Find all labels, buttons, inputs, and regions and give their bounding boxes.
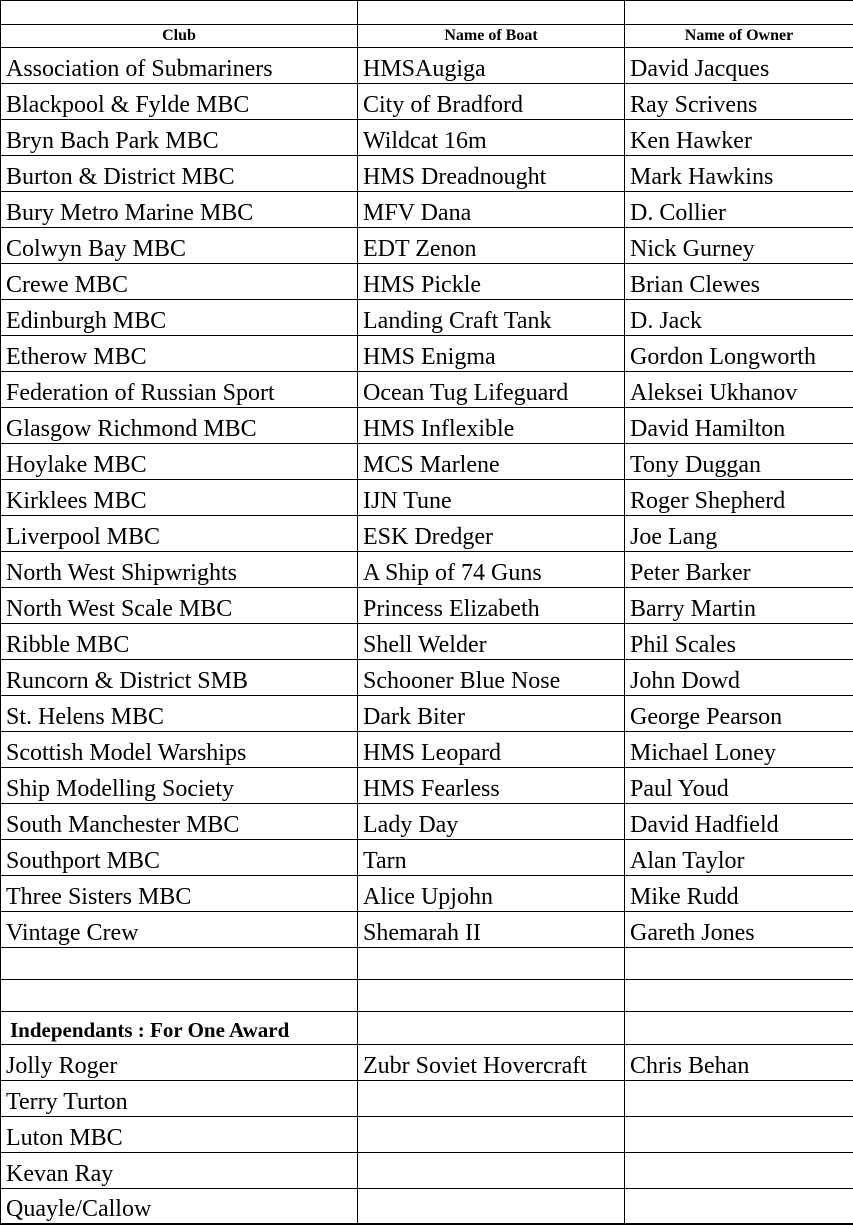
owner-cell: Brian Clewes <box>625 264 853 300</box>
blank-cell <box>1 980 358 1012</box>
owner-cell <box>625 1117 853 1153</box>
boat-cell <box>358 1081 625 1117</box>
boat-cell: Landing Craft Tank <box>358 300 625 336</box>
club-cell: Federation of Russian Sport <box>1 372 358 408</box>
independents-title: Independants : For One Award <box>1 1012 358 1045</box>
club-cell: Blackpool & Fylde MBC <box>1 84 358 120</box>
owner-cell: Phil Scales <box>625 624 853 660</box>
blank-cell <box>625 1 853 25</box>
header-boat: Name of Boat <box>358 25 625 48</box>
boat-cell: Lady Day <box>358 804 625 840</box>
club-cell: Vintage Crew <box>1 912 358 948</box>
table-row <box>1 156 853 192</box>
club-cell: Edinburgh MBC <box>1 300 358 336</box>
owner-cell: Gareth Jones <box>625 912 853 948</box>
owner-cell: Mark Hawkins <box>625 156 853 192</box>
boat-cell: Schooner Blue Nose <box>358 660 625 696</box>
boat-cell: City of Bradford <box>358 84 625 120</box>
club-cell: Ship Modelling Society <box>1 768 358 804</box>
owner-cell <box>625 1081 853 1117</box>
boat-cell: MCS Marlene <box>358 444 625 480</box>
table-row <box>1 660 853 696</box>
boat-cell: Zubr Soviet Hovercraft <box>358 1045 625 1081</box>
club-cell: Bury Metro Marine MBC <box>1 192 358 228</box>
boat-cell: Alice Upjohn <box>358 876 625 912</box>
club-cell: Liverpool MBC <box>1 516 358 552</box>
table-row <box>1 516 853 552</box>
club-cell: North West Shipwrights <box>1 552 358 588</box>
blank-row <box>1 1 853 25</box>
club-cell: Glasgow Richmond MBC <box>1 408 358 444</box>
table-row <box>1 336 853 372</box>
boat-cell: HMS Fearless <box>358 768 625 804</box>
table-row <box>1 444 853 480</box>
blank-cell <box>358 980 625 1012</box>
header-owner: Name of Owner <box>625 25 853 48</box>
blank-cell <box>358 1 625 25</box>
club-cell: St. Helens MBC <box>1 696 358 732</box>
club-cell: North West Scale MBC <box>1 588 358 624</box>
table-row <box>1 120 853 156</box>
boat-cell: ESK Dredger <box>358 516 625 552</box>
owner-cell: Chris Behan <box>625 1045 853 1081</box>
table-row <box>1 624 853 660</box>
club-cell: Ribble MBC <box>1 624 358 660</box>
club-cell: Crewe MBC <box>1 264 358 300</box>
table-row <box>1 1153 853 1189</box>
boat-cell: HMSAugiga <box>358 48 625 84</box>
club-cell: Association of Submariners <box>1 48 358 84</box>
owner-cell: Nick Gurney <box>625 228 853 264</box>
blank-cell <box>625 980 853 1012</box>
owner-cell: George Pearson <box>625 696 853 732</box>
blank-cell <box>1 948 358 980</box>
boat-cell: Shell Welder <box>358 624 625 660</box>
club-cell: Kirklees MBC <box>1 480 358 516</box>
header-row <box>1 25 853 48</box>
boat-cell <box>358 1117 625 1153</box>
owner-cell <box>625 1153 853 1189</box>
club-cell: Three Sisters MBC <box>1 876 358 912</box>
table-row <box>1 1081 853 1117</box>
boat-cell <box>358 1153 625 1189</box>
club-cell: Burton & District MBC <box>1 156 358 192</box>
club-cell: Bryn Bach Park MBC <box>1 120 358 156</box>
owner-cell: Paul Youd <box>625 768 853 804</box>
owner-cell: Gordon Longworth <box>625 336 853 372</box>
independents-title-row <box>1 1012 853 1045</box>
owner-cell: Ken Hawker <box>625 120 853 156</box>
blank-row <box>1 948 853 980</box>
owner-cell: D. Collier <box>625 192 853 228</box>
boat-cell: Shemarah II <box>358 912 625 948</box>
boat-cell: HMS Inflexible <box>358 408 625 444</box>
owner-cell: Mike Rudd <box>625 876 853 912</box>
owner-cell: Roger Shepherd <box>625 480 853 516</box>
owner-cell: Peter Barker <box>625 552 853 588</box>
owner-cell: David Hamilton <box>625 408 853 444</box>
owner-cell: Ray Scrivens <box>625 84 853 120</box>
owner-cell: John Dowd <box>625 660 853 696</box>
owner-cell: Joe Lang <box>625 516 853 552</box>
table-row <box>1 228 853 264</box>
club-cell: Jolly Roger <box>1 1045 358 1081</box>
boat-cell: Dark Biter <box>358 696 625 732</box>
table-row <box>1 696 853 732</box>
blank-cell <box>358 1012 625 1045</box>
table-row <box>1 732 853 768</box>
table-row <box>1 372 853 408</box>
table-row <box>1 1045 853 1081</box>
boat-cell: MFV Dana <box>358 192 625 228</box>
owner-cell: Michael Loney <box>625 732 853 768</box>
blank-cell <box>1 1 358 25</box>
club-cell: Terry Turton <box>1 1081 358 1117</box>
table-row <box>1 264 853 300</box>
table-row <box>1 840 853 876</box>
blank-row <box>1 980 853 1012</box>
table-row <box>1 912 853 948</box>
club-cell: Scottish Model Warships <box>1 732 358 768</box>
boat-cell: Princess Elizabeth <box>358 588 625 624</box>
table-row <box>1 588 853 624</box>
boat-cell: HMS Pickle <box>358 264 625 300</box>
owner-cell: Tony Duggan <box>625 444 853 480</box>
boat-cell: HMS Leopard <box>358 732 625 768</box>
owner-cell: David Hadfield <box>625 804 853 840</box>
boat-cell: IJN Tune <box>358 480 625 516</box>
club-cell: Runcorn & District SMB <box>1 660 358 696</box>
boat-cell: A Ship of 74 Guns <box>358 552 625 588</box>
boat-cell: HMS Enigma <box>358 336 625 372</box>
club-cell: Etherow MBC <box>1 336 358 372</box>
table-body <box>1 1 853 1225</box>
boat-cell: Tarn <box>358 840 625 876</box>
table-row <box>1 192 853 228</box>
blank-cell <box>625 948 853 980</box>
table-row <box>1 1117 853 1153</box>
boat-cell: Ocean Tug Lifeguard <box>358 372 625 408</box>
club-cell: South Manchester MBC <box>1 804 358 840</box>
table-row <box>1 480 853 516</box>
club-cell: Luton MBC <box>1 1117 358 1153</box>
table-row <box>1 1189 853 1225</box>
boat-cell: EDT Zenon <box>358 228 625 264</box>
table-row <box>1 552 853 588</box>
table-row <box>1 876 853 912</box>
owner-cell: David Jacques <box>625 48 853 84</box>
owner-cell: D. Jack <box>625 300 853 336</box>
owner-cell <box>625 1189 853 1225</box>
boat-cell: Wildcat 16m <box>358 120 625 156</box>
owner-cell: Alan Taylor <box>625 840 853 876</box>
table-row <box>1 84 853 120</box>
table-row <box>1 768 853 804</box>
blank-cell <box>625 1012 853 1045</box>
owner-cell: Aleksei Ukhanov <box>625 372 853 408</box>
boat-cell: HMS Dreadnought <box>358 156 625 192</box>
blank-cell <box>358 948 625 980</box>
table-row <box>1 300 853 336</box>
owner-cell: Barry Martin <box>625 588 853 624</box>
club-cell: Southport MBC <box>1 840 358 876</box>
boat-cell <box>358 1189 625 1225</box>
club-cell: Colwyn Bay MBC <box>1 228 358 264</box>
table-row <box>1 48 853 84</box>
club-cell: Hoylake MBC <box>1 444 358 480</box>
club-cell: Quayle/Callow <box>1 1189 358 1225</box>
table-row <box>1 408 853 444</box>
table-row <box>1 804 853 840</box>
club-cell: Kevan Ray <box>1 1153 358 1189</box>
header-club: Club <box>1 25 358 48</box>
